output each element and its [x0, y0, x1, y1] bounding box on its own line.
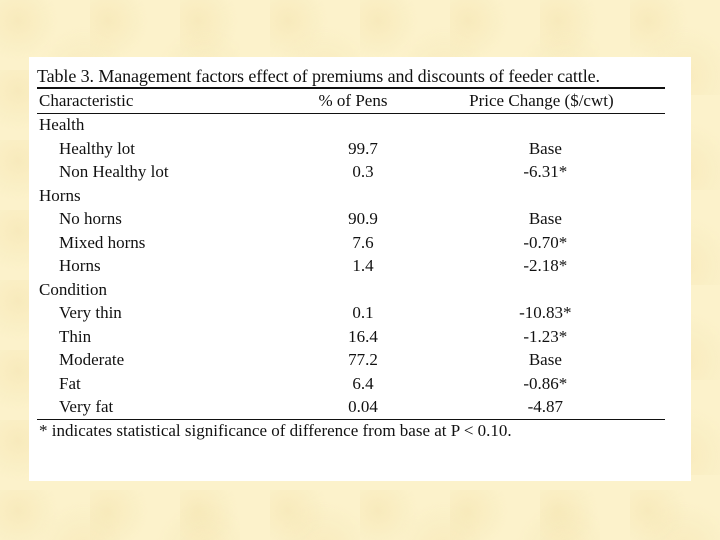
row-label: Very thin — [59, 303, 122, 323]
row-price: Base — [528, 209, 562, 229]
table-row — [37, 325, 665, 349]
row-price: -1.23* — [523, 326, 568, 346]
row-price: -10.83* — [519, 303, 572, 323]
table-row — [37, 208, 665, 232]
row-pens: 7.6 — [352, 232, 374, 252]
table-row — [37, 231, 665, 255]
row-price: Base — [528, 138, 562, 158]
row-pens: 0.1 — [352, 303, 374, 323]
row-label: No horns — [59, 209, 122, 229]
table-row — [37, 396, 665, 420]
header-row — [37, 89, 665, 113]
row-price: -0.70* — [523, 232, 568, 252]
row-pens: 99.7 — [348, 138, 378, 158]
row-price: -2.18* — [523, 256, 568, 276]
row-pens: 77.2 — [348, 350, 378, 370]
row-pens: 90.9 — [348, 209, 378, 229]
table-footnote: * indicates statistical significance of difference from base at P < 0.10. — [39, 421, 512, 440]
row-pens: 1.4 — [352, 256, 374, 276]
data-table — [37, 65, 665, 442]
header-price-change: Price Change ($/cwt) — [469, 90, 614, 110]
table-row — [37, 349, 665, 373]
table-row — [37, 161, 665, 185]
row-price: -6.31* — [523, 162, 568, 182]
row-pens: 0.04 — [348, 397, 378, 417]
row-label: Fat — [59, 373, 81, 393]
row-label: Healthy lot — [59, 138, 136, 158]
row-pens: 16.4 — [348, 326, 378, 346]
row-price: -4.87 — [527, 397, 564, 417]
row-price: Base — [528, 350, 562, 370]
row-label: Horns — [59, 256, 101, 276]
row-pens: 6.4 — [352, 373, 374, 393]
table-row — [37, 137, 665, 161]
row-label: Very fat — [59, 397, 114, 417]
row-label: Non Healthy lot — [59, 162, 169, 182]
table-caption: Table 3. Management factors effect of premiums and discounts of feeder cattle. — [37, 66, 600, 86]
table-row — [37, 302, 665, 326]
row-pens: 0.3 — [352, 162, 374, 182]
row-label: Moderate — [59, 350, 125, 370]
table-row — [37, 372, 665, 396]
table-row — [37, 255, 665, 279]
group-row-condition: Condition — [39, 279, 108, 299]
group-row-health: Health — [39, 115, 85, 135]
row-price: -0.86* — [523, 373, 568, 393]
row-label: Thin — [59, 326, 92, 346]
table-panel — [29, 57, 691, 481]
group-row-horns: Horns — [39, 185, 81, 205]
header-pens: % of Pens — [318, 90, 388, 110]
header-characteristic: Characteristic — [39, 90, 134, 110]
row-label: Mixed horns — [59, 232, 146, 252]
